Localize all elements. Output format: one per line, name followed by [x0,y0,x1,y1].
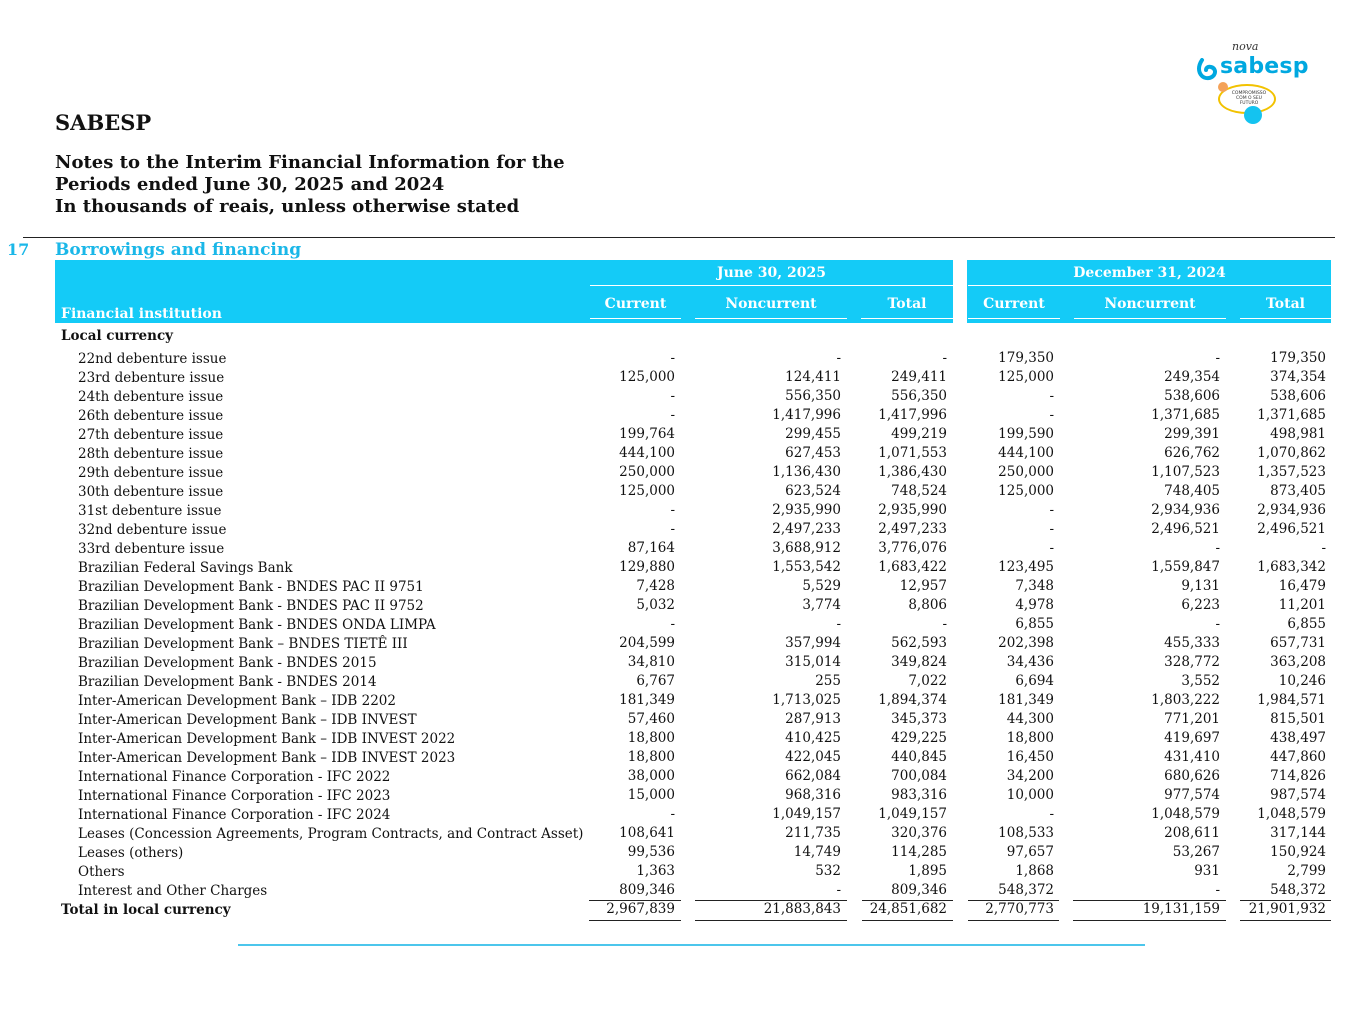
table-cell-c1: 18,800 [627,730,675,746]
table-cell-c1: 125,000 [619,369,675,385]
table-row-label: 22nd debenture issue [78,351,227,367]
table-cell-c2: 1,868 [1015,863,1054,879]
total-rule [589,920,681,921]
table-cell-t2: 1,371,685 [1257,407,1326,423]
table-cell-n2: - [1215,540,1220,556]
col-header-total-2024: Total [1265,296,1305,312]
col-header-total-2025: Total [887,296,927,312]
table-cell-c1: 1,363 [636,863,675,879]
table-row-label: Brazilian Development Bank - BNDES ONDA LIMPA [78,617,436,633]
total-cell-c1: 2,967,839 [606,901,675,917]
table-cell-c1: 6,767 [636,673,675,689]
table-cell-c2: 16,450 [1006,749,1054,765]
table-cell-n1: 532 [815,863,841,879]
table-cell-n1: 410,425 [785,730,841,746]
table-cell-n1: 357,994 [785,635,841,651]
table-cell-t1: 114,285 [891,844,947,860]
table-cell-t2: 498,981 [1270,426,1326,442]
logo-tagline: COMPROMISSO COM O SEU FUTURO [1231,91,1267,106]
table-cell-c1: 34,810 [627,654,675,670]
table-cell-c2: 6,855 [1015,616,1054,632]
table-cell-n1: 315,014 [785,654,841,670]
table-cell-t1: 748,524 [891,483,947,499]
table-cell-t2: 538,606 [1270,388,1326,404]
table-cell-c1: - [670,350,675,366]
table-cell-n2: 328,772 [1164,654,1220,670]
col-header-noncurrent-2024: Noncurrent [1104,296,1196,312]
table-cell-t2: 1,984,571 [1257,692,1326,708]
table-cell-t2: 1,048,579 [1257,806,1326,822]
table-cell-t1: 983,316 [891,787,947,803]
table-cell-t1: 499,219 [891,426,947,442]
table-cell-t2: 1,683,342 [1257,559,1326,575]
table-row-label: 26th debenture issue [78,408,224,424]
table-row-label: Inter-American Development Bank – IDB 2202 [78,693,396,709]
table-cell-t1: 429,225 [891,730,947,746]
table-cell-t1: 8,806 [908,597,947,613]
table-cell-c1: - [670,388,675,404]
table-cell-c1: 5,032 [636,597,675,613]
table-cell-n2: 2,496,521 [1151,521,1220,537]
total-rule [968,920,1059,921]
table-cell-c1: - [670,616,675,632]
footer-rule [238,944,1145,946]
table-cell-t1: 1,386,430 [878,464,947,480]
table-cell-t1: - [942,616,947,632]
table-row-label: Brazilian Federal Savings Bank [78,560,293,576]
table-row-label: International Finance Corporation - IFC 2022 [78,769,391,785]
table-cell-c2: 199,590 [998,426,1054,442]
table-cell-c2: 97,657 [1006,844,1054,860]
table-cell-t1: 2,935,990 [878,502,947,518]
table-cell-n1: - [836,350,841,366]
table-cell-c2: 18,800 [1006,730,1054,746]
table-cell-t1: 556,350 [891,388,947,404]
table-cell-n2: 931 [1194,863,1220,879]
table-cell-n2: 680,626 [1164,768,1220,784]
table-cell-c2: 202,398 [998,635,1054,651]
table-cell-c2: - [1049,806,1054,822]
table-row-label: Interest and Other Charges [78,883,268,899]
sabesp-logo [1192,40,1312,130]
table-cell-n2: 1,559,847 [1151,559,1220,575]
table-cell-t1: 1,071,553 [878,445,947,461]
table-cell-t2: 2,934,936 [1257,502,1326,518]
table-cell-t2: 179,350 [1270,350,1326,366]
table-cell-n2: 455,333 [1164,635,1220,651]
logo-nova-text: nova [1232,40,1259,53]
table-cell-n2: 419,697 [1164,730,1220,746]
table-cell-c2: 34,200 [1006,768,1054,784]
table-cell-t2: 657,731 [1270,635,1326,651]
table-cell-n1: 422,045 [785,749,841,765]
table-cell-t1: 3,776,076 [878,540,947,556]
table-cell-c2: - [1049,540,1054,556]
table-cell-t1: 1,683,422 [878,559,947,575]
table-cell-t2: - [1321,540,1326,556]
table-cell-t1: 440,845 [891,749,947,765]
sabesp-drop-icon [1196,58,1218,82]
table-cell-c2: 6,694 [1015,673,1054,689]
table-cell-n2: - [1215,882,1220,898]
table-cell-c2: 250,000 [998,464,1054,480]
table-cell-c1: 18,800 [627,749,675,765]
table-cell-c1: 250,000 [619,464,675,480]
col-header-current-2025: Current [604,296,667,312]
table-cell-c1: 444,100 [619,445,675,461]
total-rule [695,920,847,921]
table-cell-t1: 809,346 [891,882,947,898]
table-cell-c2: 123,495 [998,559,1054,575]
table-cell-c2: 444,100 [998,445,1054,461]
table-cell-t2: 363,208 [1270,654,1326,670]
section-local-currency: Local currency [61,328,174,344]
subtitle-line-3: In thousands of reais, unless otherwise stated [55,196,520,217]
table-cell-c1: - [670,806,675,822]
table-cell-c1: - [670,502,675,518]
table-cell-t2: 548,372 [1270,882,1326,898]
period-header-2025: June 30, 2025 [717,265,826,281]
table-cell-t1: 1,049,157 [878,806,947,822]
table-row-label: 23rd debenture issue [78,370,225,386]
table-cell-t2: 6,855 [1287,616,1326,632]
col-header-noncurrent-2025: Noncurrent [725,296,817,312]
table-row-label: 24th debenture issue [78,389,224,405]
table-cell-n2: 431,410 [1164,749,1220,765]
table-cell-n1: 287,913 [785,711,841,727]
table-cell-c1: 199,764 [619,426,675,442]
col-header-institution: Financial institution [61,306,222,322]
table-cell-t1: 12,957 [899,578,947,594]
table-cell-t2: 987,574 [1270,787,1326,803]
table-row-label: 30th debenture issue [78,484,224,500]
note-number: 17 [7,240,30,259]
table-cell-n2: 2,934,936 [1151,502,1220,518]
total-cell-t1: 24,851,682 [869,901,947,917]
table-row-label: 27th debenture issue [78,427,224,443]
company-name: SABESP [55,110,152,135]
table-cell-n2: - [1215,616,1220,632]
table-cell-n1: 124,411 [785,369,841,385]
period-header-2024: December 31, 2024 [1073,265,1226,281]
table-cell-c2: - [1049,388,1054,404]
table-row-label: Leases (Concession Agreements, Program Contracts, and Contract Asset) [78,826,584,842]
table-cell-n1: 3,774 [802,597,841,613]
total-cell-n1: 21,883,843 [763,901,841,917]
table-row-label: Brazilian Development Bank - BNDES 2014 [78,674,377,690]
total-rule [1073,920,1226,921]
logo-orange-dot [1218,82,1228,92]
table-cell-t2: 11,201 [1278,597,1326,613]
table-cell-c2: 34,436 [1006,654,1054,670]
table-cell-c1: 57,460 [627,711,675,727]
table-cell-c2: 125,000 [998,369,1054,385]
table-cell-c1: 129,880 [619,559,675,575]
total-rule [862,920,953,921]
table-cell-n1: 968,316 [785,787,841,803]
table-cell-n2: 9,131 [1181,578,1220,594]
table-row-label: Inter-American Development Bank – IDB INVEST [78,712,417,728]
table-cell-n1: 662,084 [785,768,841,784]
table-cell-t2: 10,246 [1278,673,1326,689]
table-cell-n2: 538,606 [1164,388,1220,404]
table-row-label: Brazilian Development Bank - BNDES PAC II 9752 [78,598,424,614]
table-cell-c2: 181,349 [998,692,1054,708]
table-cell-n2: 1,803,222 [1151,692,1220,708]
table-cell-n2: 771,201 [1164,711,1220,727]
table-cell-t2: 873,405 [1270,483,1326,499]
table-row-label: 33rd debenture issue [78,541,225,557]
table-cell-n2: 3,552 [1181,673,1220,689]
table-row-label: 31st debenture issue [78,503,222,519]
table-cell-c2: 44,300 [1006,711,1054,727]
table-row-label: 29th debenture issue [78,465,224,481]
table-cell-t2: 714,826 [1270,768,1326,784]
table-cell-c1: 7,428 [636,578,675,594]
table-cell-c1: 87,164 [627,540,675,556]
table-cell-t2: 150,924 [1270,844,1326,860]
table-cell-n1: 211,735 [785,825,841,841]
table-cell-n1: 5,529 [802,578,841,594]
total-cell-n2: 19,131,159 [1142,901,1220,917]
table-row-label: International Finance Corporation - IFC 2023 [78,788,391,804]
table-cell-n1: 623,524 [785,483,841,499]
table-cell-c2: 125,000 [998,483,1054,499]
table-cell-t2: 815,501 [1270,711,1326,727]
table-cell-c1: 108,641 [619,825,675,841]
table-cell-n1: 1,713,025 [772,692,841,708]
table-cell-t1: 2,497,233 [878,521,947,537]
table-cell-t2: 1,357,523 [1257,464,1326,480]
table-cell-t1: 320,376 [891,825,947,841]
table-row-label: Brazilian Development Bank - BNDES 2015 [78,655,377,671]
table-cell-n1: 1,049,157 [772,806,841,822]
table-cell-t2: 16,479 [1278,578,1326,594]
table-cell-n1: 1,136,430 [772,464,841,480]
table-cell-c1: 15,000 [627,787,675,803]
table-cell-n2: 626,762 [1164,445,1220,461]
table-cell-n1: 14,749 [793,844,841,860]
table-cell-c2: 4,978 [1015,597,1054,613]
table-cell-n1: 2,497,233 [772,521,841,537]
table-cell-t2: 2,496,521 [1257,521,1326,537]
table-cell-c2: 7,348 [1015,578,1054,594]
table-cell-n1: 1,553,542 [772,559,841,575]
table-cell-c2: 108,533 [998,825,1054,841]
table-cell-c1: 204,599 [619,635,675,651]
table-cell-n1: 556,350 [785,388,841,404]
table-cell-t2: 438,497 [1270,730,1326,746]
logo-blue-dot [1244,106,1262,124]
table-cell-c2: 548,372 [998,882,1054,898]
table-cell-c2: - [1049,502,1054,518]
table-cell-n1: 627,453 [785,445,841,461]
table-cell-t1: 1,417,996 [878,407,947,423]
table-cell-t2: 374,354 [1270,369,1326,385]
table-row-label: Brazilian Development Bank – BNDES TIETÊ III [78,636,408,652]
table-cell-n1: - [836,882,841,898]
total-rule [1240,920,1331,921]
table-cell-t1: 1,894,374 [878,692,947,708]
table-cell-c1: 809,346 [619,882,675,898]
table-cell-n2: 1,048,579 [1151,806,1220,822]
table-row-label: International Finance Corporation - IFC 2024 [78,807,391,823]
table-cell-t2: 447,860 [1270,749,1326,765]
table-cell-t1: 1,895 [908,863,947,879]
table-cell-n2: 1,371,685 [1151,407,1220,423]
table-cell-c2: 179,350 [998,350,1054,366]
table-cell-t1: 562,593 [891,635,947,651]
table-cell-n2: 299,391 [1164,426,1220,442]
table-cell-n1: 3,688,912 [772,540,841,556]
table-row-label: Inter-American Development Bank – IDB INVEST 2022 [78,731,456,747]
col-header-current-2024: Current [983,296,1045,312]
table-header [55,260,1331,323]
table-cell-t1: 345,373 [891,711,947,727]
total-cell-c2: 2,770,773 [985,901,1054,917]
table-cell-n2: 6,223 [1181,597,1220,613]
document-subtitle [55,152,565,218]
subtitle-line-1: Notes to the Interim Financial Information for the [55,152,565,173]
table-row-label: Brazilian Development Bank - BNDES PAC II 9751 [78,579,424,595]
table-cell-t1: 249,411 [891,369,947,385]
table-cell-n2: 208,611 [1164,825,1220,841]
header-divider [23,237,1335,238]
table-row-label: Inter-American Development Bank – IDB INVEST 2023 [78,750,456,766]
table-cell-n2: - [1215,350,1220,366]
logo-brand-text: sabesp [1220,54,1309,79]
table-cell-n1: 2,935,990 [772,502,841,518]
table-cell-n2: 249,354 [1164,369,1220,385]
table-cell-n2: 53,267 [1172,844,1220,860]
total-row-label: Total in local currency [61,902,231,918]
subtitle-line-2: Periods ended June 30, 2025 and 2024 [55,174,445,195]
table-cell-n1: 255 [815,673,841,689]
table-cell-c2: 10,000 [1006,787,1054,803]
table-cell-t2: 1,070,862 [1257,445,1326,461]
table-cell-c2: - [1049,521,1054,537]
table-cell-t2: 2,799 [1287,863,1326,879]
table-cell-n1: 1,417,996 [772,407,841,423]
table-cell-t1: 7,022 [908,673,947,689]
total-cell-t2: 21,901,932 [1248,901,1326,917]
table-cell-n1: 299,455 [785,426,841,442]
table-cell-t1: - [942,350,947,366]
table-cell-c1: 125,000 [619,483,675,499]
table-cell-c2: - [1049,407,1054,423]
table-cell-n2: 748,405 [1164,483,1220,499]
table-row-label: Others [78,864,125,880]
table-cell-t1: 700,084 [891,768,947,784]
table-cell-n1: - [836,616,841,632]
table-cell-c1: 99,536 [627,844,675,860]
table-cell-n2: 1,107,523 [1151,464,1220,480]
note-title: Borrowings and financing [55,240,302,260]
table-cell-t1: 349,824 [891,654,947,670]
table-cell-c1: 38,000 [627,768,675,784]
table-cell-c1: - [670,521,675,537]
table-row-label: 28th debenture issue [78,446,224,462]
table-cell-n2: 977,574 [1164,787,1220,803]
table-cell-c1: - [670,407,675,423]
table-cell-c1: 181,349 [619,692,675,708]
table-cell-t2: 317,144 [1270,825,1326,841]
table-row-label: Leases (others) [78,845,184,861]
table-row-label: 32nd debenture issue [78,522,227,538]
